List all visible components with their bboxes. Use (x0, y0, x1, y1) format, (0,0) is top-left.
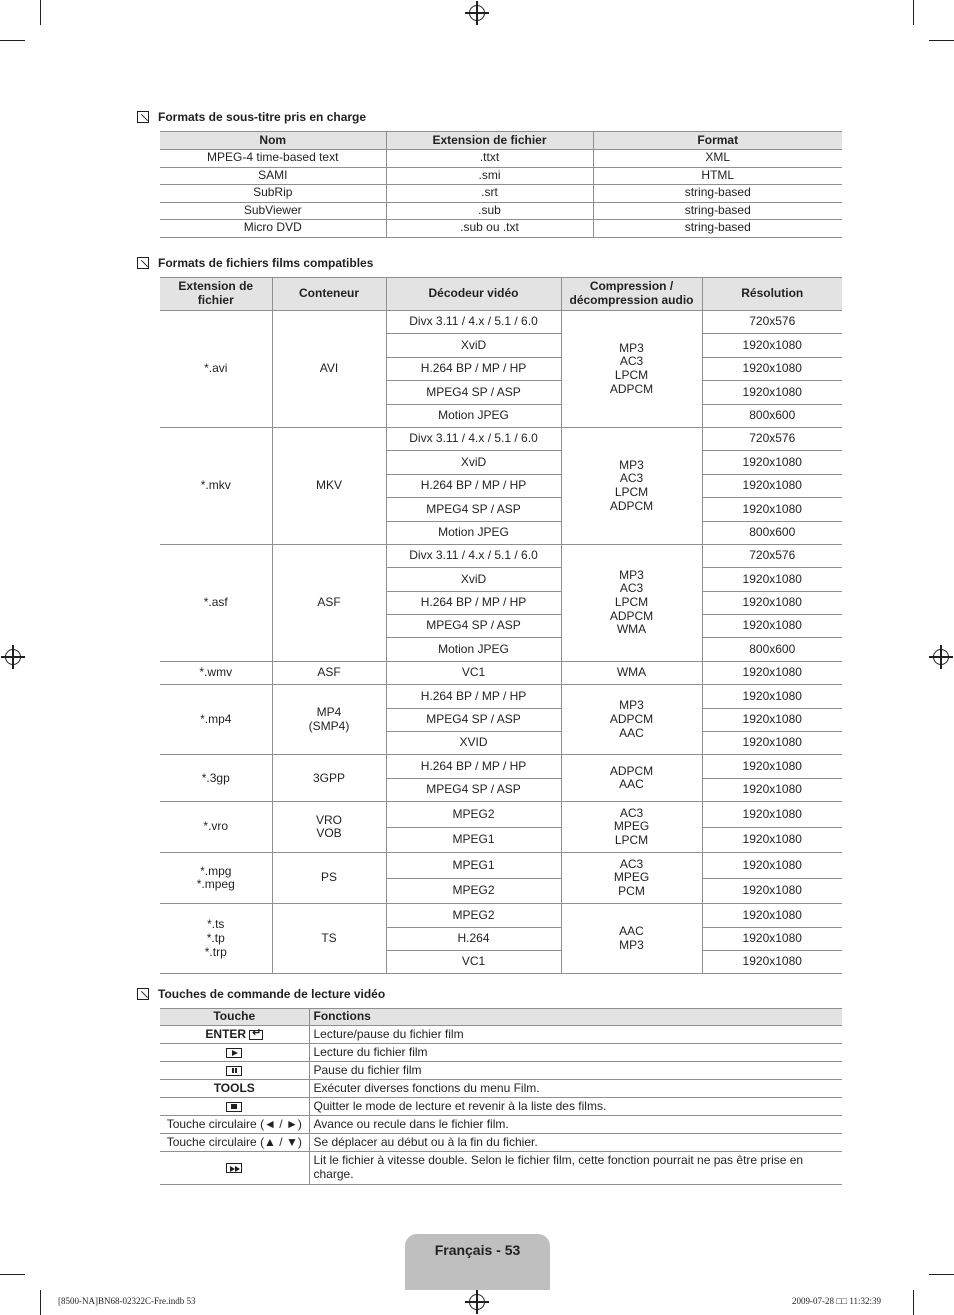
resolution-cell: 1920x1080 (702, 615, 842, 638)
key-cell (160, 1044, 309, 1062)
key-cell (160, 1134, 309, 1152)
video-decoder-cell: MPEG2 (386, 802, 561, 828)
video-decoder-cell: Divx 3.11 / 4.x / 5.1 / 6.0 (386, 311, 561, 334)
video-decoder-cell: MPEG1 (386, 853, 561, 879)
table-row (160, 904, 842, 927)
column-header: Conteneur (272, 278, 386, 311)
table-row (160, 1134, 842, 1152)
table-row (160, 685, 842, 708)
video-decoder-cell: MPEG4 SP / ASP (386, 778, 561, 801)
column-header: Nom (160, 132, 386, 150)
container-cell: VRO VOB (272, 802, 386, 853)
table-row (160, 853, 842, 879)
table-row (160, 802, 842, 828)
table-cell: SubViewer (160, 202, 386, 220)
file-extension-cell: *.mp4 (160, 685, 272, 755)
function-cell: Avance ou recule dans le fichier film. (309, 1116, 842, 1134)
subtitle-formats-heading: Formats de sous-titre pris en charge (137, 110, 366, 124)
resolution-cell: 1920x1080 (702, 904, 842, 927)
resolution-cell: 1920x1080 (702, 334, 842, 357)
file-extension-cell: *.3gp (160, 755, 272, 802)
file-extension-cell: *.ts *.tp *.trp (160, 904, 272, 974)
audio-codec-cell: AC3 MPEG PCM (561, 853, 702, 904)
key-cell (160, 1026, 309, 1044)
registration-mark-icon (469, 5, 485, 21)
column-header: Format (593, 132, 842, 150)
film-formats-heading: Formats de fichiers films compatibles (137, 256, 373, 270)
video-decoder-cell: VC1 (386, 661, 561, 684)
resolution-cell: 1920x1080 (702, 927, 842, 950)
note-icon (137, 988, 149, 1000)
file-extension-cell: *.mpg *.mpeg (160, 853, 272, 904)
video-decoder-cell: H.264 BP / MP / HP (386, 685, 561, 708)
film-formats-table (160, 277, 842, 974)
video-decoder-cell: Motion JPEG (386, 638, 561, 661)
video-decoder-cell: H.264 BP / MP / HP (386, 474, 561, 497)
function-cell: Lit le fichier à vitesse double. Selon le fichier film, cette fonction pourrait ne pas être prise en charge. (309, 1152, 842, 1185)
video-decoder-cell: MPEG2 (386, 878, 561, 904)
table-header-row (160, 1009, 842, 1026)
table-cell: HTML (593, 167, 842, 185)
table-header-row (160, 132, 842, 150)
footer-file-info: [8500-NA]BN68-02322C-Fre.indb 53 (58, 1296, 196, 1306)
table-row (160, 150, 842, 168)
resolution-cell: 1920x1080 (702, 732, 842, 755)
key-label: Touche circulaire (▲ / ▼) (166, 1134, 302, 1149)
audio-codec-cell: WMA (561, 661, 702, 684)
play-icon (226, 1048, 242, 1058)
container-cell: MP4 (SMP4) (272, 685, 386, 755)
function-cell: Pause du fichier film (309, 1062, 842, 1080)
audio-codec-cell: ADPCM AAC (561, 755, 702, 802)
table-cell: .sub ou .txt (386, 220, 593, 238)
audio-codec-cell: MP3 AC3 LPCM ADPCM WMA (561, 544, 702, 661)
video-decoder-cell: XVID (386, 732, 561, 755)
video-decoder-cell: XviD (386, 451, 561, 474)
video-decoder-cell: MPEG4 SP / ASP (386, 708, 561, 731)
audio-codec-cell: MP3 AC3 LPCM ADPCM (561, 311, 702, 428)
video-decoder-cell: XviD (386, 334, 561, 357)
subtitle-formats-table (160, 131, 842, 238)
file-extension-cell: *.wmv (160, 661, 272, 684)
registration-mark-icon (933, 649, 949, 665)
video-decoder-cell: Motion JPEG (386, 404, 561, 427)
container-cell: MKV (272, 427, 386, 544)
page-number: Français - 53 (434, 1242, 521, 1258)
function-cell: Se déplacer au début ou à la fin du fichier. (309, 1134, 842, 1152)
enter-icon (249, 1030, 263, 1040)
resolution-cell: 1920x1080 (702, 802, 842, 828)
table-header-row (160, 278, 842, 311)
container-cell: ASF (272, 661, 386, 684)
video-decoder-cell: MPEG4 SP / ASP (386, 615, 561, 638)
resolution-cell: 1920x1080 (702, 708, 842, 731)
resolution-cell: 1920x1080 (702, 778, 842, 801)
table-row (160, 544, 842, 567)
registration-mark-icon (469, 1294, 485, 1310)
stop-icon (226, 1102, 242, 1112)
video-decoder-cell: Divx 3.11 / 4.x / 5.1 / 6.0 (386, 427, 561, 450)
video-decoder-cell: Divx 3.11 / 4.x / 5.1 / 6.0 (386, 544, 561, 567)
column-header: Extension de fichier (160, 278, 272, 311)
column-header: Résolution (702, 278, 842, 311)
table-row (160, 202, 842, 220)
table-row (160, 1044, 842, 1062)
table-row (160, 185, 842, 203)
file-extension-cell: *.asf (160, 544, 272, 661)
table-row (160, 755, 842, 778)
resolution-cell: 1920x1080 (702, 950, 842, 973)
file-extension-cell: *.vro (160, 802, 272, 853)
table-row (160, 220, 842, 238)
fast-forward-icon (226, 1163, 242, 1173)
video-decoder-cell: MPEG4 SP / ASP (386, 381, 561, 404)
resolution-cell: 1920x1080 (702, 827, 842, 853)
table-row (160, 1080, 842, 1098)
note-icon (137, 257, 149, 269)
table-cell: string-based (593, 220, 842, 238)
audio-codec-cell: MP3 ADPCM AAC (561, 685, 702, 755)
audio-codec-cell: AAC MP3 (561, 904, 702, 974)
resolution-cell: 720x576 (702, 544, 842, 567)
table-cell: .smi (386, 167, 593, 185)
resolution-cell: 1920x1080 (702, 591, 842, 614)
column-header: Touche (160, 1009, 309, 1026)
resolution-cell: 720x576 (702, 311, 842, 334)
resolution-cell: 1920x1080 (702, 755, 842, 778)
video-decoder-cell: H.264 (386, 927, 561, 950)
playback-controls-heading: Touches de commande de lecture vidéo (137, 987, 385, 1001)
key-label: TOOLS (213, 1080, 255, 1095)
key-cell (160, 1152, 309, 1185)
resolution-cell: 720x576 (702, 427, 842, 450)
resolution-cell: 1920x1080 (702, 568, 842, 591)
container-cell: PS (272, 853, 386, 904)
key-label: ENTER (205, 1026, 247, 1041)
file-extension-cell: *.mkv (160, 427, 272, 544)
video-decoder-cell: MPEG1 (386, 827, 561, 853)
resolution-cell: 800x600 (702, 638, 842, 661)
key-cell (160, 1116, 309, 1134)
key-cell (160, 1098, 309, 1116)
video-decoder-cell: XviD (386, 568, 561, 591)
table-cell: XML (593, 150, 842, 168)
table-row (160, 1026, 842, 1044)
video-decoder-cell: H.264 BP / MP / HP (386, 755, 561, 778)
footer-timestamp: 2009-07-28 □□ 11:32:39 (792, 1296, 882, 1306)
resolution-cell: 1920x1080 (702, 661, 842, 684)
table-row (160, 1116, 842, 1134)
table-cell: .ttxt (386, 150, 593, 168)
column-header: Fonctions (309, 1009, 842, 1026)
table-row (160, 1098, 842, 1116)
container-cell: ASF (272, 544, 386, 661)
resolution-cell: 1920x1080 (702, 381, 842, 404)
table-cell: SAMI (160, 167, 386, 185)
table-row (160, 661, 842, 684)
function-cell: Exécuter diverses fonctions du menu Film. (309, 1080, 842, 1098)
note-icon (137, 111, 149, 123)
video-decoder-cell: VC1 (386, 950, 561, 973)
resolution-cell: 1920x1080 (702, 498, 842, 521)
table-row (160, 1062, 842, 1080)
table-cell: SubRip (160, 185, 386, 203)
function-cell: Lecture/pause du fichier film (309, 1026, 842, 1044)
video-decoder-cell: MPEG2 (386, 904, 561, 927)
table-cell: .sub (386, 202, 593, 220)
video-decoder-cell: H.264 BP / MP / HP (386, 591, 561, 614)
video-decoder-cell: MPEG4 SP / ASP (386, 498, 561, 521)
resolution-cell: 1920x1080 (702, 685, 842, 708)
table-row (160, 167, 842, 185)
video-decoder-cell: Motion JPEG (386, 521, 561, 544)
container-cell: TS (272, 904, 386, 974)
resolution-cell: 1920x1080 (702, 357, 842, 380)
key-label: Touche circulaire (◄ / ►) (166, 1116, 302, 1131)
column-header: Décodeur vidéo (386, 278, 561, 311)
container-cell: AVI (272, 311, 386, 428)
key-cell (160, 1062, 309, 1080)
table-cell: Micro DVD (160, 220, 386, 238)
table-row (160, 1152, 842, 1185)
function-cell: Lecture du fichier film (309, 1044, 842, 1062)
playback-controls-table (160, 1008, 842, 1185)
table-cell: .srt (386, 185, 593, 203)
resolution-cell: 800x600 (702, 521, 842, 544)
video-decoder-cell: H.264 BP / MP / HP (386, 357, 561, 380)
file-extension-cell: *.avi (160, 311, 272, 428)
key-cell (160, 1080, 309, 1098)
resolution-cell: 1920x1080 (702, 853, 842, 879)
resolution-cell: 800x600 (702, 404, 842, 427)
table-row (160, 427, 842, 450)
audio-codec-cell: MP3 AC3 LPCM ADPCM (561, 427, 702, 544)
resolution-cell: 1920x1080 (702, 451, 842, 474)
table-cell: string-based (593, 185, 842, 203)
column-header: Extension de fichier (386, 132, 593, 150)
audio-codec-cell: AC3 MPEG LPCM (561, 802, 702, 853)
pause-icon (226, 1066, 242, 1076)
container-cell: 3GPP (272, 755, 386, 802)
table-cell: MPEG-4 time-based text (160, 150, 386, 168)
resolution-cell: 1920x1080 (702, 474, 842, 497)
table-cell: string-based (593, 202, 842, 220)
function-cell: Quitter le mode de lecture et revenir à la liste des films. (309, 1098, 842, 1116)
resolution-cell: 1920x1080 (702, 878, 842, 904)
table-row (160, 311, 842, 334)
column-header: Compression / décompression audio (561, 278, 702, 311)
registration-mark-icon (5, 649, 21, 665)
